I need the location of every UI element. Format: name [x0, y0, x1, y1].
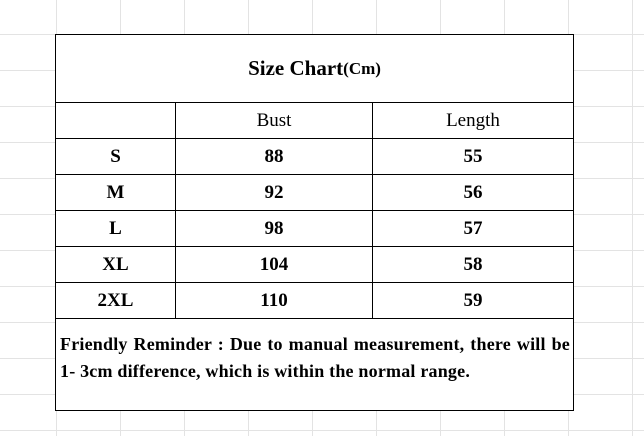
- chart-title: [56, 35, 573, 103]
- table-row: [56, 211, 573, 247]
- size-chart-table: [55, 34, 574, 411]
- header-row: [56, 103, 573, 139]
- length-cell: 58: [463, 253, 483, 275]
- bust-cell: 98: [176, 211, 373, 246]
- size-cell: XL: [56, 247, 176, 282]
- table-row: [56, 283, 573, 319]
- size-cell: 2XL: [56, 283, 176, 318]
- length-cell: 57: [463, 217, 483, 239]
- friendly-reminder: Friendly Reminder : Due to manual measurement, there will be 1- 3cm difference, which is within the normal range.: [60, 334, 570, 381]
- length-cell: 55: [463, 145, 483, 167]
- size-cell: M: [56, 175, 176, 210]
- table-row: [56, 247, 573, 283]
- size-cell: L: [56, 211, 176, 246]
- header-bust-cell: Bust: [176, 103, 373, 138]
- bust-cell: 104: [176, 247, 373, 282]
- header-length-cell: Length: [446, 109, 500, 131]
- table-row: [56, 175, 573, 211]
- bust-cell: 88: [176, 139, 373, 174]
- table-row: [56, 139, 573, 175]
- size-cell: S: [56, 139, 176, 174]
- bust-cell: 92: [176, 175, 373, 210]
- bust-cell: 110: [176, 283, 373, 318]
- length-cell: 56: [463, 181, 483, 203]
- chart-title-unit: (Cm): [343, 58, 381, 78]
- header-size-cell: [56, 103, 176, 138]
- chart-title-text: Size Chart: [248, 56, 344, 80]
- length-cell: 59: [463, 289, 483, 311]
